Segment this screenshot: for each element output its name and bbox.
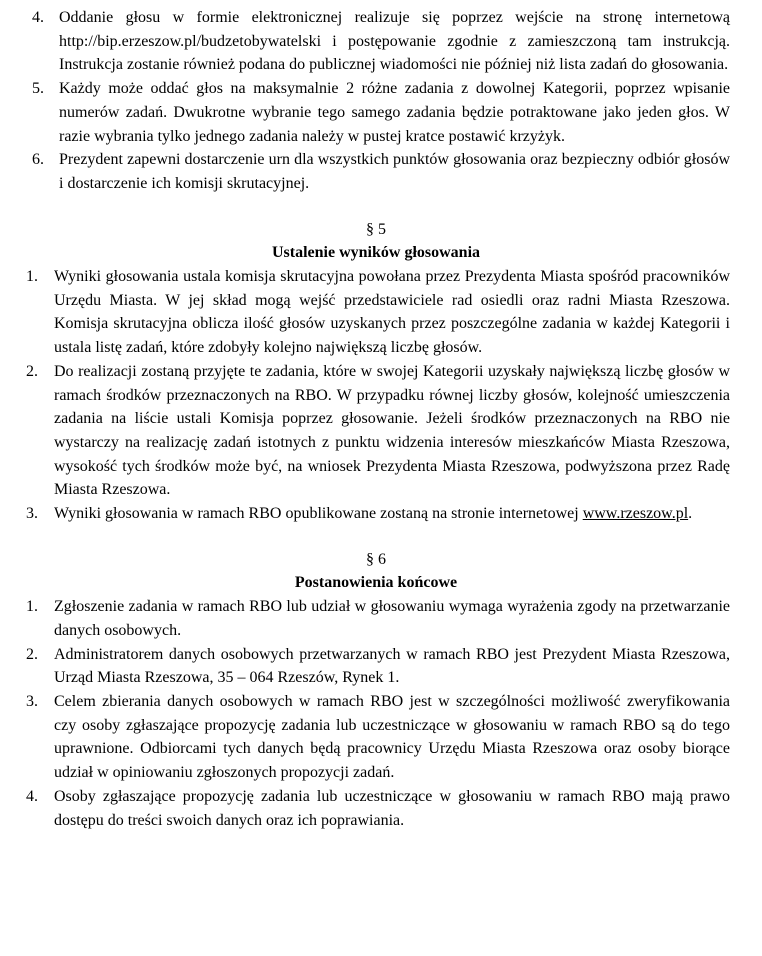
item-text: Do realizacji zostaną przyjęte te zadania, które w swojej Kategorii uzyskały największą liczbę głosów w ramach środków przeznaczonych na RBO. W przypadku równej liczby głosów, kolejność umieszczenia zadania na liście ustali Komisja poprzez głosowanie. Jeżeli środków przeznaczonych na RBO nie wystarczy na realizację zadań istotnych z punktu widzenia interesów mieszkańców Miasta Rzeszowa, wysokość tych środków może być, na wniosek Prezydenta Miasta Rzeszowa, podwyższona przez Radę Miasta Rzeszowa. (54, 362, 730, 499)
item-text (54, 502, 730, 526)
section6-title: Postanowienia końcowe (294, 574, 458, 592)
item-number: 2. (26, 645, 38, 663)
item-text: Oddanie głosu w formie elektronicznej realizuje się poprzez wejście na stronę internetową http://bip.erzeszow.pl/budzetobywatelski i postępowanie zgodnie z zamieszczoną tam instrukcją. Instrukcja zostanie również podana do publicznej wiadomości nie później niż lista zadań do głosowania. (59, 9, 730, 74)
list-item (22, 785, 730, 832)
list-item (22, 360, 730, 502)
list-item (22, 643, 730, 690)
item-number: 4. (32, 9, 44, 26)
item-text: Osoby zgłaszające propozycję zadania lub uczestniczące w głosowaniu w ramach RBO mają prawo dostępu do treści swoich danych oraz ich poprawiania. (54, 787, 730, 829)
item-number: 4. (26, 787, 38, 805)
item-text: Administratorem danych osobowych przetwarzanych w ramach RBO jest Prezydent Miasta Rzeszowa, Urząd Miasta Rzeszowa, 35 – 064 Rzeszów, Rynek 1. (54, 645, 730, 687)
item-number: 2. (26, 362, 38, 380)
section5-symbol: § 5 (366, 220, 386, 238)
item-text: Prezydent zapewni dostarczenie urn dla wszystkich punktów głosowania oraz bezpieczny odbiór głosów i dostarczenie ich komisji skrutacyjnej. (59, 151, 730, 192)
list-item (22, 265, 730, 360)
item-text: Celem zbierania danych osobowych w ramach RBO jest w szczególności możliwość zweryfikowania czy osoby zgłaszające propozycję zadania lub uczestniczące w głosowaniu w ramach RBO są do tego uprawnione. Odbiorcami tych danych będą pracownicy Urzędu Miasta Rzeszowa oraz osoby biorące udział w opiniowaniu zgłoszonych propozycji zadań. (54, 692, 730, 782)
item-text: Zgłoszenie zadania w ramach RBO lub udział w głosowaniu wymaga wyrażenia zgody na przetwarzanie danych osobowych. (54, 598, 730, 639)
website-link[interactable]: www.rzeszow.pl (582, 505, 689, 523)
list-item (22, 595, 730, 642)
spacer (22, 196, 730, 218)
list-item (22, 502, 730, 526)
list-item (22, 148, 730, 195)
list-item (22, 690, 730, 785)
section6-symbol: § 6 (366, 550, 386, 568)
section5-title: Ustalenie wyników głosowania (271, 244, 481, 262)
item-text: Każdy może oddać głos na maksymalnie 2 różne zadania z dowolnej Kategorii, poprzez wpisanie numerów zadań. Dwukrotne wybranie tego samego zadania będzie potraktowane jako jeden głos. W razie wybrania tylko jednego zadania należy w pustej kratce postawić krzyżyk. (59, 80, 730, 145)
section5-list (22, 265, 730, 526)
section4-list (22, 6, 730, 196)
spacer (22, 526, 730, 548)
item-number: 3. (26, 505, 38, 523)
item-number: 6. (32, 151, 44, 169)
list-item (22, 6, 730, 77)
item-number: 3. (26, 692, 38, 710)
item-text: Wyniki głosowania ustala komisja skrutacyjna powołana przez Prezydenta Miasta spośród pracowników Urzędu Miasta. W jej skład mogą wejść przedstawiciele rad osiedli oraz radni Miasta Rzeszowa. Komisja skrutacyjna oblicza ilość głosów uzyskanych przez poszczególne zadania w każdej Kategorii i ustala listę zadań, które zdobyły kolejno największą liczbę głosów. (54, 268, 730, 357)
item-number: 1. (26, 268, 38, 286)
section6-list (22, 595, 730, 832)
item-number: 5. (32, 80, 44, 98)
item-text-end: . (688, 505, 693, 523)
list-item (22, 77, 730, 148)
item-text-main: Wyniki głosowania w ramach RBO opublikowane zostaną na stronie internetowej (54, 505, 579, 523)
item-number: 1. (26, 598, 38, 616)
